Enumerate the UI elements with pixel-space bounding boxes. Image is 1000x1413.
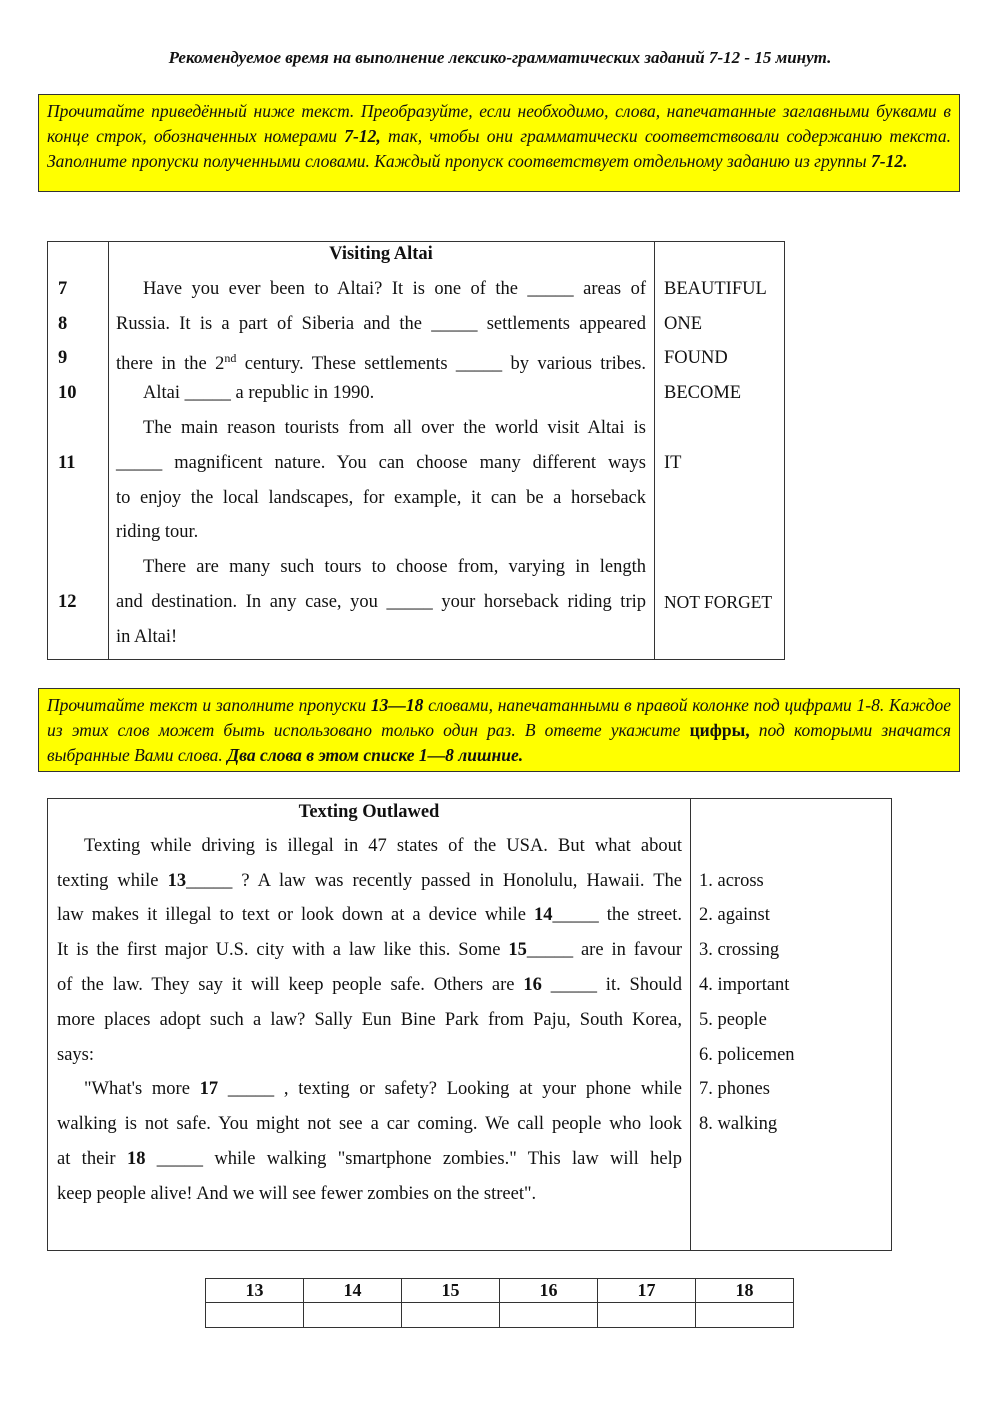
text-line: more places adopt such a law? Sally Eun Bine Park from Paju, South Korea, <box>57 1010 682 1030</box>
keyword: ONE <box>664 314 703 334</box>
word-option: 8. walking <box>699 1114 778 1134</box>
text-line: keep people alive! And we will see fewer zombies on the street". <box>57 1184 537 1204</box>
text-line: Altai _____ a republic in 1990. <box>143 383 375 403</box>
answer-header-cell: 14 <box>304 1279 402 1303</box>
instruction-bold: 7-12, <box>344 126 381 146</box>
text-line: _____ magnificent nature. You can choose many different ways <box>116 453 646 473</box>
keyword: IT <box>664 453 682 473</box>
answer-header-cell: 16 <box>500 1279 598 1303</box>
instruction-text: Прочитайте текст и заполните пропуски <box>47 695 371 715</box>
word-option: 7. phones <box>699 1079 770 1099</box>
answer-header-row <box>206 1279 794 1303</box>
instruction-bold: Два слова в этом списке 1—8 лишние. <box>227 745 524 765</box>
instruction-bold: цифры, <box>689 720 750 740</box>
answer-header-cell: 18 <box>696 1279 794 1303</box>
answer-cell-16[interactable] <box>500 1303 598 1328</box>
time-recommendation: Рекомендуемое время на выполнение лексико-грамматических заданий 7-12 - 15 минут. <box>168 48 832 67</box>
instruction-text: под которыми значатся выбранные Вами слова. <box>47 720 951 765</box>
instruction-box-13-18 <box>38 688 960 772</box>
task-number: 10 <box>58 383 77 403</box>
answer-cell-14[interactable] <box>304 1303 402 1328</box>
text-title: Visiting Altai <box>329 244 433 264</box>
answer-header-cell: 13 <box>206 1279 304 1303</box>
text-line: "What's more 17 _____ , texting or safety? Looking at your phone while <box>84 1079 682 1099</box>
text-line: Russia. It is a part of Siberia and the _____ settlements appeared <box>116 314 646 334</box>
task-table-visiting-altai <box>47 241 785 660</box>
word-option: 4. important <box>699 975 790 995</box>
text-line: and destination. In any case, you _____ your horseback riding trip <box>116 592 646 612</box>
task-number: 11 <box>58 453 76 473</box>
answer-cell-18[interactable] <box>696 1303 794 1328</box>
instruction-box-7-12 <box>38 94 960 192</box>
keyword: BECOME <box>664 383 742 403</box>
answer-header-cell: 15 <box>402 1279 500 1303</box>
text-line: at their 18 _____ while walking "smartphone zombies." This law will help <box>57 1149 682 1169</box>
word-option: 5. people <box>699 1010 767 1030</box>
text-line: Have you ever been to Altai? It is one of the _____ areas of <box>143 279 646 299</box>
instruction-text: так, чтобы они грамматически соответствовали содержанию текста. Заполните пропуски полученными словами. Каждый пропуск соответствует отдельному заданию из группы <box>47 126 951 171</box>
text-line: to enjoy the local landscapes, for example, it can be a horseback <box>116 488 646 508</box>
answer-input-row <box>206 1303 794 1328</box>
word-option: 6. policemen <box>699 1045 795 1065</box>
task-number: 12 <box>58 592 77 612</box>
text-line: It is the first major U.S. city with a law like this. Some 15_____ are in favour <box>57 940 682 960</box>
text-line: There are many such tours to choose from, varying in length <box>143 557 646 577</box>
text-line: there in the 2nd century. These settlements _____ by various tribes. <box>116 351 647 375</box>
answer-cell-17[interactable] <box>598 1303 696 1328</box>
column-divider <box>690 799 691 1250</box>
text-line: of the law. They say it will keep people safe. Others are 16 _____ it. Should <box>57 975 682 995</box>
text-line: The main reason tourists from all over the world visit Altai is <box>143 418 646 438</box>
answer-cell-13[interactable] <box>206 1303 304 1328</box>
text-line: in Altai! <box>116 627 178 647</box>
column-divider <box>654 242 655 659</box>
word-option: 3. crossing <box>699 940 780 960</box>
answer-header-cell: 17 <box>598 1279 696 1303</box>
keyword: BEAUTIFUL <box>664 279 767 299</box>
task-table-texting-outlawed <box>47 798 892 1251</box>
instruction-text: словами, напечатанными в правой колонке под цифрами 1-8. Каждое из этих слов может быть использовано только один раз. В ответе укажите <box>47 695 951 740</box>
text-line: riding tour. <box>116 522 199 542</box>
text-line: texting while 13_____ ? A law was recently passed in Honolulu, Hawaii. The <box>57 871 682 891</box>
instruction-bold: 13—18 <box>370 695 424 715</box>
answer-table <box>205 1278 794 1328</box>
text-line: law makes it illegal to text or look down at a device while 14_____ the street. <box>57 905 682 925</box>
answer-cell-15[interactable] <box>402 1303 500 1328</box>
column-divider <box>108 242 109 659</box>
text-title: Texting Outlawed <box>298 802 440 822</box>
task-number: 9 <box>58 348 68 368</box>
text-line: Texting while driving is illegal in 47 states of the USA. But what about <box>84 836 682 856</box>
keyword: FOUND <box>664 348 728 368</box>
keyword: NOT FORGET <box>664 592 773 612</box>
instruction-bold: 7-12. <box>871 151 908 171</box>
word-option: 2. against <box>699 905 770 925</box>
text-line: says: <box>57 1045 94 1065</box>
task-number: 7 <box>58 279 68 299</box>
task-number: 8 <box>58 314 68 334</box>
word-option: 1. across <box>699 871 764 891</box>
text-line: walking is not safe. You might not see a car coming. We call people who look <box>57 1114 682 1134</box>
instruction-text: Прочитайте приведённый ниже текст. Преобразуйте, если необходимо, слова, напечатанные заглавными буквами в конце строк, обозначенных номерами <box>47 101 951 146</box>
